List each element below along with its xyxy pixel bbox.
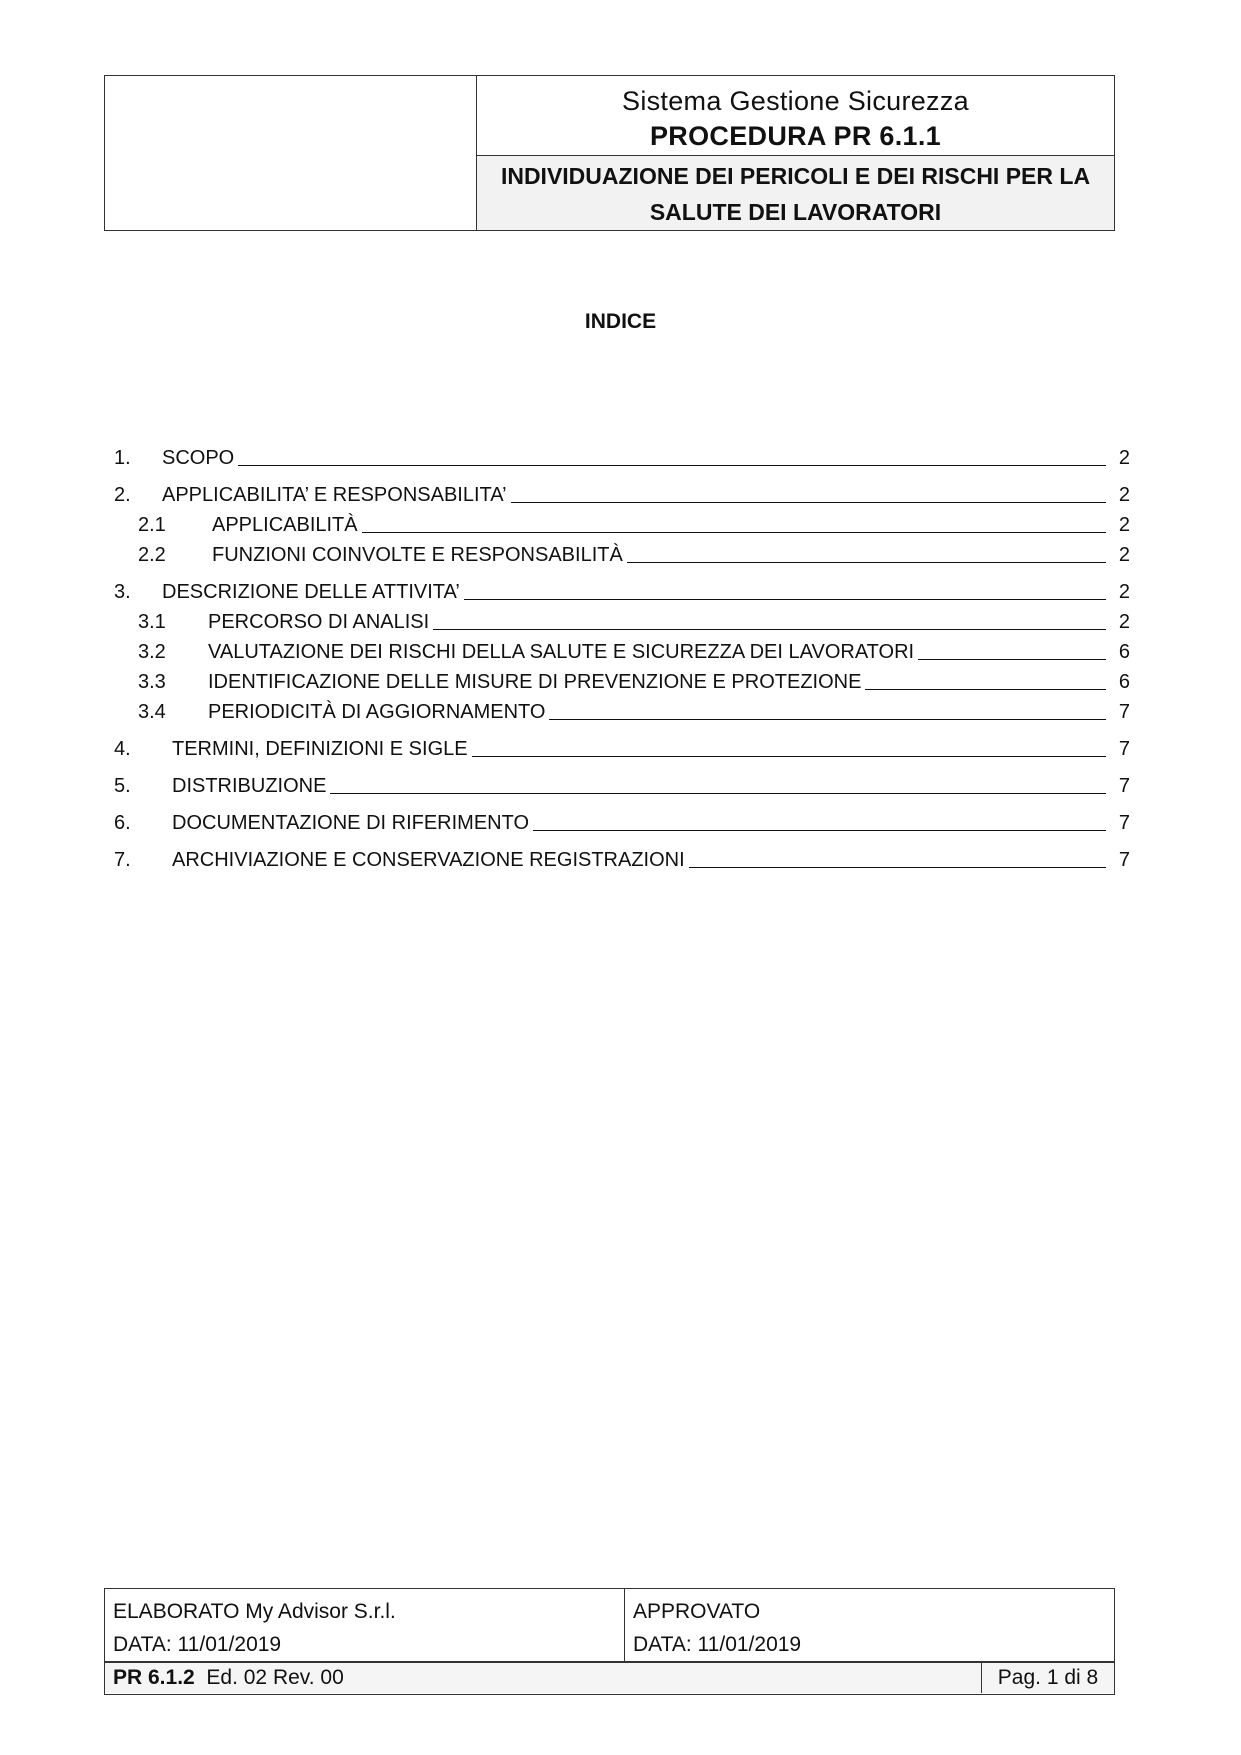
approved-label: APPROVATO [633, 1600, 761, 1623]
toc-entry[interactable] [114, 811, 1130, 835]
toc-page: 2 [1118, 611, 1130, 633]
footer-code-row [105, 1663, 1114, 1693]
toc-label: IDENTIFICAZIONE DELLE MISURE DI PREVENZIONE E PROTEZIONE [208, 671, 862, 693]
toc-label: APPLICABILITA’ E RESPONSABILITA’ [162, 484, 507, 506]
toc-entry[interactable] [114, 610, 1130, 634]
toc-page: 2 [1118, 447, 1130, 469]
toc-leader [362, 531, 1106, 533]
toc-entry[interactable] [114, 543, 1130, 567]
toc-entry[interactable] [114, 737, 1130, 761]
toc-entry[interactable] [114, 774, 1130, 798]
toc-number: 3. [114, 581, 131, 603]
header-info [477, 76, 1114, 230]
toc-page: 7 [1118, 701, 1130, 723]
toc-leader [689, 866, 1106, 868]
toc-number: 2. [114, 484, 131, 506]
toc-number: 1. [114, 447, 131, 469]
elaborated-by: ELABORATO My Advisor S.r.l. [113, 1600, 396, 1623]
elaborated-date: DATA: 11/01/2019 [113, 1633, 282, 1656]
toc-label: APPLICABILITÀ [212, 514, 358, 536]
toc-entry[interactable] [114, 483, 1130, 507]
toc-page: 7 [1118, 849, 1130, 871]
toc-entry[interactable] [114, 580, 1130, 604]
toc-entry[interactable] [114, 513, 1130, 537]
toc-leader [511, 501, 1106, 503]
toc-page: 2 [1118, 581, 1130, 603]
toc-number: 6. [114, 812, 131, 834]
toc-page: 2 [1118, 514, 1130, 536]
toc-leader [238, 464, 1106, 466]
procedure-title [477, 156, 1114, 230]
toc-label: TERMINI, DEFINIZIONI E SIGLE [172, 738, 468, 760]
document-code [105, 1663, 982, 1693]
toc-leader [472, 755, 1106, 757]
toc-page: 2 [1118, 544, 1130, 566]
footer-approved [625, 1589, 1114, 1661]
procedure-title-line2: SALUTE DEI LAVORATORI [649, 199, 942, 225]
toc-label: DESCRIZIONE DELLE ATTIVITA’ [162, 581, 460, 603]
toc-label: ARCHIVIAZIONE E CONSERVAZIONE REGISTRAZIONI [172, 849, 685, 871]
toc-leader [549, 718, 1106, 720]
table-of-contents [114, 446, 1130, 878]
toc-leader [627, 561, 1106, 563]
document-header [104, 75, 1115, 231]
toc-label: VALUTAZIONE DEI RISCHI DELLA SALUTE E SICUREZZA DEI LAVORATORI [208, 641, 915, 663]
toc-label: PERCORSO DI ANALISI [208, 611, 430, 633]
footer-approval-row [105, 1589, 1114, 1663]
toc-leader [433, 628, 1106, 630]
toc-label: DOCUMENTAZIONE DI RIFERIMENTO [172, 812, 530, 834]
toc-label: FUNZIONI COINVOLTE E RESPONSABILITÀ [212, 544, 623, 566]
toc-number: 3.3 [138, 671, 166, 693]
toc-entry[interactable] [114, 700, 1130, 724]
doc-code: PR 6.1.2 [113, 1666, 195, 1689]
system-name: Sistema Gestione Sicurezza [622, 86, 969, 116]
toc-label: PERIODICITÀ DI AGGIORNAMENTO [208, 701, 546, 723]
toc-entry[interactable] [114, 446, 1130, 470]
toc-number: 3.1 [138, 611, 166, 633]
toc-leader [533, 829, 1106, 831]
toc-page: 6 [1118, 671, 1130, 693]
toc-entry[interactable] [114, 848, 1130, 872]
toc-label: SCOPO [162, 447, 235, 469]
toc-number: 5. [114, 775, 131, 797]
header-top [477, 76, 1114, 156]
header-logo-cell [105, 76, 477, 230]
toc-number: 3.2 [138, 641, 166, 663]
document-footer [104, 1588, 1115, 1695]
footer-elaborated [105, 1589, 625, 1661]
procedure-code: PROCEDURA PR 6.1.1 [650, 121, 941, 151]
toc-number: 2.1 [138, 514, 166, 536]
toc-number: 3.4 [138, 701, 166, 723]
toc-leader [918, 658, 1106, 660]
toc-leader [464, 598, 1106, 600]
index-title: INDICE [584, 310, 657, 333]
toc-label: DISTRIBUZIONE [172, 775, 327, 797]
toc-leader [330, 792, 1106, 794]
page-number: Pag. 1 di 8 [997, 1666, 1099, 1689]
toc-entry[interactable] [114, 640, 1130, 664]
toc-number: 2.2 [138, 544, 166, 566]
toc-entry[interactable] [114, 670, 1130, 694]
doc-edition: Ed. 02 Rev. 00 [206, 1666, 344, 1689]
toc-page: 2 [1118, 484, 1130, 506]
toc-number: 4. [114, 738, 131, 760]
toc-number: 7. [114, 849, 131, 871]
approved-date: DATA: 11/01/2019 [633, 1633, 802, 1656]
toc-page: 6 [1118, 641, 1130, 663]
toc-page: 7 [1118, 775, 1130, 797]
toc-leader [865, 688, 1106, 690]
toc-page: 7 [1118, 812, 1130, 834]
procedure-title-line1: INDIVIDUAZIONE DEI PERICOLI E DEI RISCHI PER LA [500, 163, 1091, 189]
toc-page: 7 [1118, 738, 1130, 760]
